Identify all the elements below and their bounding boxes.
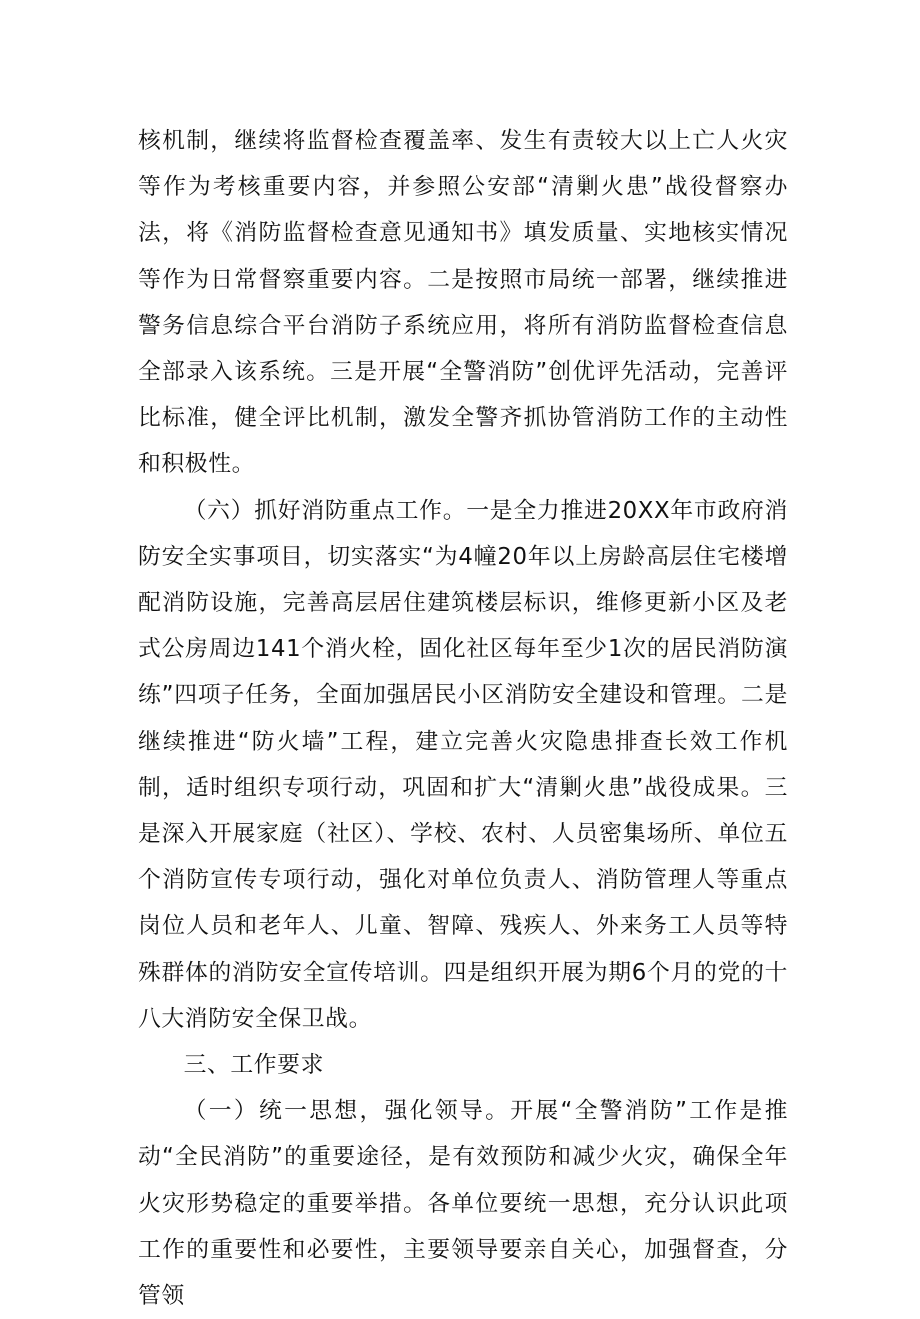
paragraph-3: （一）统一思想，强化领导。开展“全警消防”工作是推动“全民消防”的重要途径，是有效预防和减少火灾，确保全年火灾形势稳定的重要举措。各单位要统一思想，充分认识此项工作的重要性和必要性，主要领导要亲自关心，加强督查，分管领 — [138, 1098, 788, 1310]
document-body — [138, 118, 788, 1319]
paragraph-1: 核机制，继续将监督检查覆盖率、发生有责较大以上亡人火灾等作为考核重要内容，并参照公安部“清剿火患”战役督察办法，将《消防监督检查意见通知书》填发质量、实地核实情况等作为日常督察重要内容。二是按照市局统一部署，继续推进警务信息综合平台消防子系统应用，将所有消防监督检查信息全部录入该系统。三是开展“全警消防”创优评先活动，完善评比标准，健全评比机制，激发全警齐抓协管消防工作的主动性和积极性。 — [138, 128, 788, 478]
paragraph-2: （六）抓好消防重点工作。一是全力推进20XX年市政府消防安全实事项目，切实落实“为4幢20年以上房龄高层住宅楼增配消防设施，完善高层居住建筑楼层标识，维修更新小区及老式公房周边141个消火栓，固化社区每年至少1次的居民消防演练”四项子任务，全面加强居民小区消防安全建设和管理。二是继续推进“防火墙”工程，建立完善火灾隐患排查长效工作机制，适时组织专项行动，巩固和扩大“清剿火患”战役成果。三是深入开展家庭（社区）、学校、农村、人员密集场所、单位五个消防宣传专项行动，强化对单位负责人、消防管理人等重点岗位人员和老年人、儿童、智障、残疾人、外来务工人员等特殊群体的消防安全宣传培训。四是组织开展为期6个月的党的十八大消防安全保卫战。 — [138, 497, 788, 1032]
section-heading: 三、工作要求 — [183, 1052, 324, 1079]
